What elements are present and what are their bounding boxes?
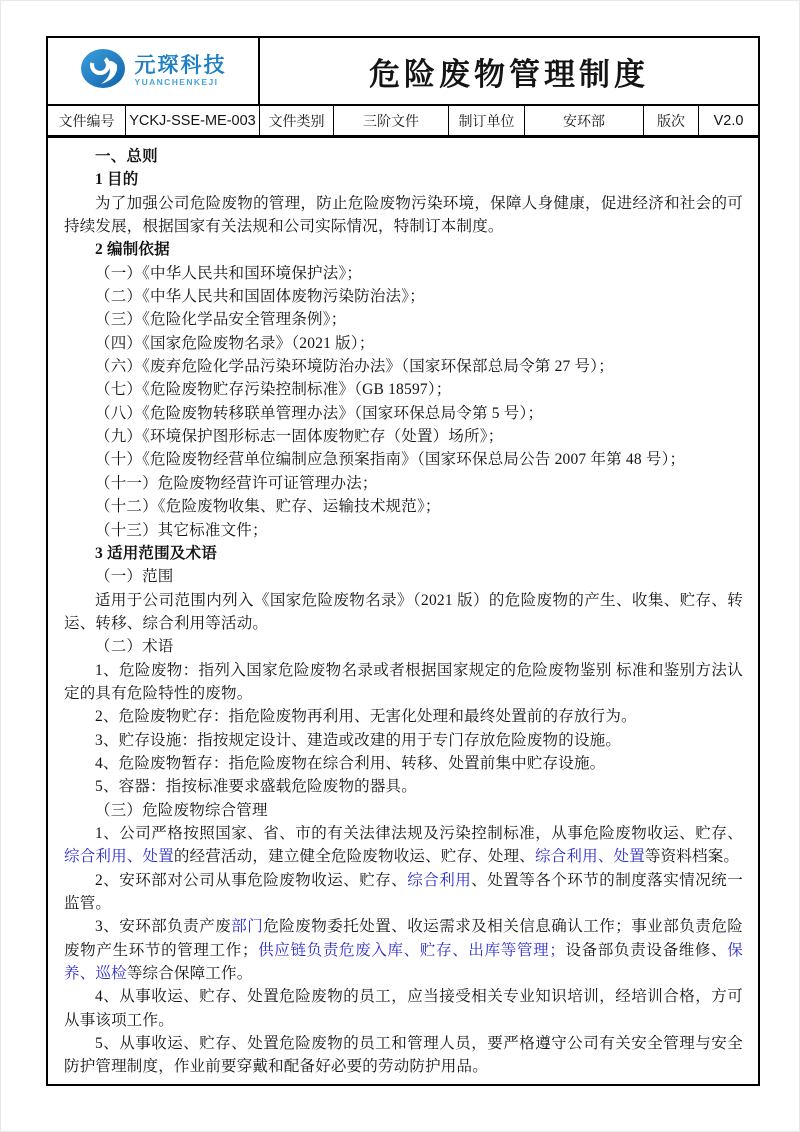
paragraph <box>64 308 743 331</box>
text-run: 设备部负责设备维修、 <box>565 941 728 959</box>
text-run: 2 编制依据 <box>95 241 170 259</box>
text-run: （八）《危险废物转移联单管理办法》（国家环保总局令第 5 号）； <box>95 404 544 422</box>
brand-subtitle: YUANCHENKEJI <box>134 77 219 88</box>
paragraph <box>64 775 743 798</box>
document-frame <box>46 36 760 1086</box>
text-run: （三）危险废物综合管理 <box>95 801 268 819</box>
text-run: 危险废物委托处置、收运需求及相关信息确认工作；事业部负责危险废物产生环节的管理工作； <box>64 918 743 959</box>
text-run: 3、贮存设施：指按规定设计、建造或改建的用于专门存放危险废物的设施。 <box>95 731 622 749</box>
text-run: （十一）危险废物经营许可证管理办法； <box>95 474 378 492</box>
text-run: 等综合保障工作。 <box>126 965 253 983</box>
paragraph <box>64 752 743 775</box>
text-run: 等资料档案。 <box>644 848 740 866</box>
highlighted-text: 保养、巡检 <box>64 941 743 983</box>
document-info-row <box>48 106 758 138</box>
paragraph <box>64 402 743 425</box>
text-run: （十三）其它标准文件； <box>95 521 268 539</box>
text-run: 适用于公司范围内列入《国家危险废物名录》（2021 版）的危险废物的产生、收集、贮存、转运、转移、综合利用等活动。 <box>64 591 743 632</box>
text-run: （十二）《危险废物收集、贮存、运输技术规范》； <box>95 498 441 516</box>
text-run: 的经营活动，建立健全危险废物收运、贮存、处理、 <box>173 848 536 866</box>
paragraph <box>64 425 743 448</box>
paragraph <box>64 635 743 658</box>
info-cell-0: 文件编号 <box>48 106 126 135</box>
paragraph <box>64 659 743 706</box>
paragraph <box>64 192 743 239</box>
brand-name: 元琛科技 <box>134 54 227 78</box>
text-run: 3、安环部负责产废 <box>95 918 232 936</box>
paragraph <box>64 729 743 752</box>
company-logo-icon <box>80 48 126 94</box>
paragraph <box>64 705 743 728</box>
highlighted-text: 综合利用、处置 <box>535 848 645 866</box>
text-run: 2、安环部对公司从事危险废物收运、贮存、 <box>95 871 408 889</box>
paragraph <box>64 378 743 401</box>
document-header <box>48 38 758 106</box>
paragraph <box>64 495 743 518</box>
text-run: 1 目的 <box>95 171 139 189</box>
section-heading <box>64 542 743 565</box>
highlighted-text: 综合利用、处置 <box>64 848 174 866</box>
paragraph <box>64 915 743 985</box>
text-run: （一）《中华人民共和国环境保护法》； <box>95 264 363 282</box>
title-cell <box>260 38 758 104</box>
paragraph <box>64 285 743 308</box>
paragraph <box>64 262 743 285</box>
text-run: （六）《废弃危险化学品污染环境防治办法》（国家环保部总局令第 27 号）； <box>95 358 614 376</box>
text-run: 1、危险废物：指列入国家危险废物名录或者根据国家规定的危险废物鉴别 标准和鉴别方法认定的具有危险特性的废物。 <box>64 661 743 702</box>
section-heading <box>64 238 743 261</box>
section-heading <box>64 145 743 168</box>
info-cell-3: 三阶文件 <box>334 106 449 135</box>
paragraph <box>64 1032 743 1079</box>
paragraph <box>64 355 743 378</box>
paragraph <box>64 985 743 1032</box>
info-cell-7: V2.0 <box>713 112 744 129</box>
text-run: （十）《危险废物经营单位编制应急预案指南》（国家环保总局公告 2007 年第 48 号）； <box>95 451 686 469</box>
text-run: 为了加强公司危险废物的管理，防止危险废物污染环境，保障人身健康，促进经济和社会的可持续发展，根据国家有关法规和公司实际情况，特制订本制度。 <box>64 194 743 236</box>
paragraph <box>64 799 743 822</box>
paragraph <box>64 589 743 636</box>
paragraph <box>64 448 743 471</box>
text-run: 、处置等各个环节的制度落实情况统一监管。 <box>64 871 743 912</box>
company-logo <box>48 38 260 104</box>
highlighted-text: 供应链负责危废入库、贮存、出库等管理； <box>257 941 566 959</box>
highlighted-text: 综合利用 <box>407 871 472 889</box>
paragraph <box>64 869 743 916</box>
info-cell-5: 安环部 <box>525 106 644 135</box>
text-run: 5、容器：指按标准要求盛载危险废物的器具。 <box>95 778 417 796</box>
text-run: （二）《中华人民共和国固体废物污染防治法》； <box>95 288 425 306</box>
paragraph <box>64 332 743 355</box>
text-run: 4、从事收运、贮存、处置危险废物的员工，应当接受相关专业知识培训，经培训合格，方可从事该项工作。 <box>64 988 743 1029</box>
text-run: （四）《国家危险废物名录》（2021 版）； <box>95 334 375 352</box>
document-title: 危险废物管理制度 <box>369 56 649 92</box>
paragraph <box>64 565 743 588</box>
highlighted-text: 部门 <box>231 918 264 936</box>
text-run: （九）《环境保护图形标志一固体废物贮存（处置）场所》； <box>95 428 504 446</box>
text-run: （三）《危险化学品安全管理条例》； <box>95 311 347 329</box>
text-run: 5、从事收运、贮存、处置危险废物的员工和管理人员，要严格遵守公司有关安全管理与安全防护管理制度，作业前要穿戴和配备好必要的劳动防护用品。 <box>64 1035 743 1076</box>
brand-text <box>135 55 227 87</box>
info-cell-1: YCKJ-SSE-ME-003 <box>126 106 260 135</box>
text-run: （七）《危险废物贮存污染控制标准》（GB 18597）； <box>95 381 452 399</box>
info-cell-2: 文件类别 <box>260 106 334 135</box>
text-run: （二）术语 <box>95 638 174 656</box>
text-run: （一）范围 <box>95 568 174 586</box>
text-run: 4、危险废物暂存：指危险废物在综合利用、转移、处置前集中贮存设施。 <box>95 754 606 772</box>
text-run: 2、危险废物贮存：指危险废物再利用、无害化处理和最终处置前的存放行为。 <box>95 708 637 726</box>
section-heading <box>64 168 743 191</box>
paragraph <box>64 472 743 495</box>
paragraph <box>64 822 743 869</box>
info-cell-4: 制订单位 <box>449 106 525 135</box>
text-run: 3 适用范围及术语 <box>95 544 217 562</box>
document-body <box>48 138 758 1084</box>
text-run: 一、总则 <box>95 148 158 165</box>
paragraph <box>64 519 743 542</box>
info-cell-6: 版次 <box>644 106 699 135</box>
text-run: 1、公司严格按照国家、省、市的有关法律法规及污染控制标准，从事危险废物收运、贮存、 <box>95 824 743 842</box>
